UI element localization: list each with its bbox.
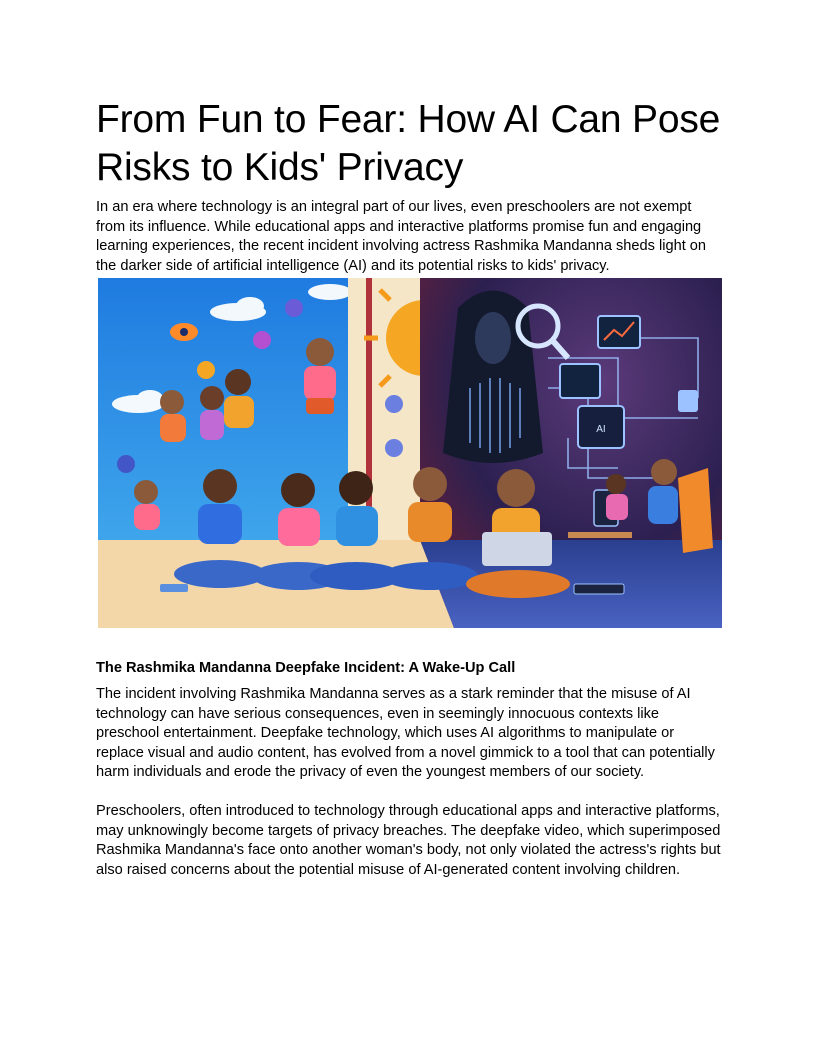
section-heading: The Rashmika Mandanna Deepfake Incident: A Wake-Up Call <box>96 660 516 676</box>
body-paragraph-2: Preschoolers, often introduced to technology through educational apps and interactive platforms, may unknowingly become targets of privacy breaches. The deepfake video, which superimposed Rashmika Mandanna's face onto another woman's body, not only violated the actress's rights but also raised concerns about the potential misuse of AI-generated content involving children. <box>96 803 721 878</box>
article-illustration <box>98 278 722 628</box>
ai-chip-label: AI <box>596 424 606 435</box>
intro-paragraph: In an era where technology is an integral part of our lives, even preschoolers are not exempt from its influence. While educational apps and interactive platforms promise fun and engaging learning experiences, the recent incident involving actress Rashmika Mandanna sheds light on the darker side of artificial intelligence (AI) and its potential risks to kids' privacy. <box>96 199 707 274</box>
body-paragraph-1: The incident involving Rashmika Mandanna serves as a stark reminder that the misuse of AI technology can have serious consequences, even in seemingly innocuous contexts like preschool entertainment. Deepfake technology, which uses AI algorithms to manipulate or replace visual and audio content, has evolved from a novel gimmick to a tool that can potentially harm individuals and erode the privacy of even the youngest members of our society. <box>96 686 715 780</box>
article-title: From Fun to Fear: How AI Can Pose Risks to Kids' Privacy <box>96 98 721 189</box>
